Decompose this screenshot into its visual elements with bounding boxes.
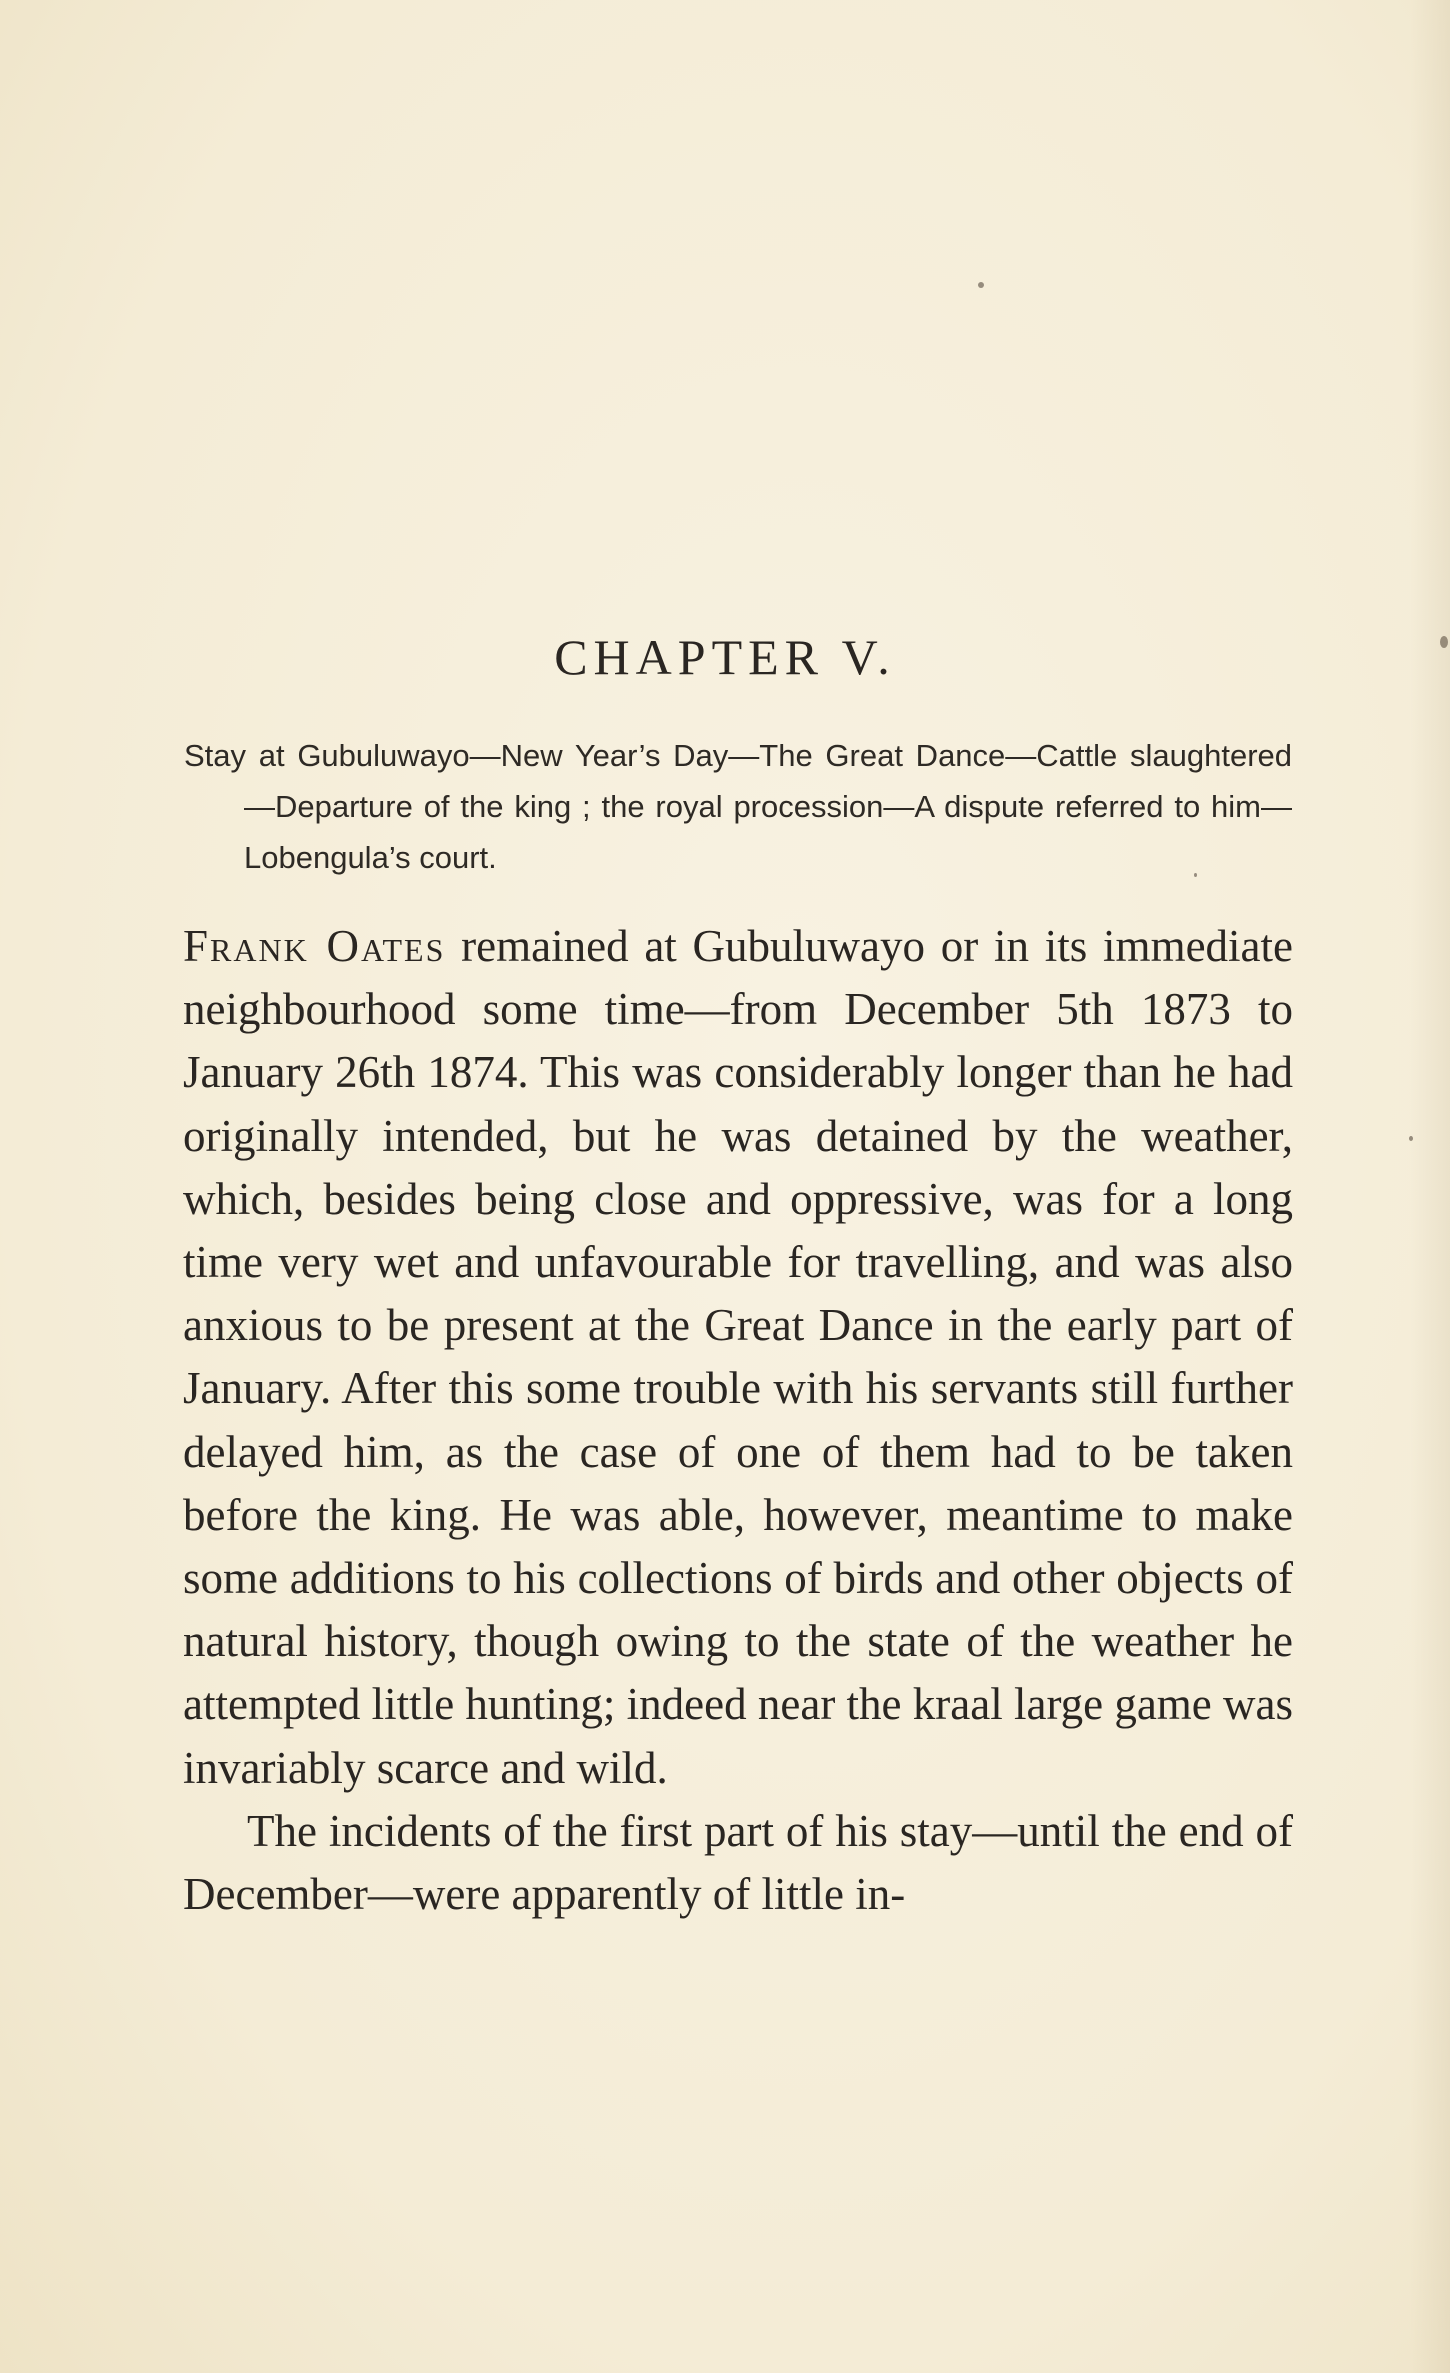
paper-speck [1440,636,1448,648]
paper-speck [978,282,984,288]
chapter-synopsis: Stay at Gubuluwayo—New Year’s Day—The Great Dance—Cattle slaughtered—Departure of the king ; the royal procession—A dispute referred to him—Lobengula’s court. [184,738,1292,875]
paragraph-1-text: remained at Gubuluwayo or in its immediate neighbourhood some time—from December 5th 1873 to January 26th 1874. This was considerably longer than he had originally intended, but he was detained by the weather, which, besides being close and oppressive, was for a long time very wet and unfavourable for travelling, and was also anxious to be present at the Great Dance in the early part of January. After this some trouble with his servants still further delayed him, as the case of one of them had to be taken before the king. He was able, however, meantime to make some additions to his collections of birds and other objects of natural history, though owing to the state of the weather he attempted little hunting; indeed near the kraal large game was invariably scarce and wild. [183,921,1294,1793]
paragraph-1 [183,915,1293,1800]
paper-speck [1409,1136,1413,1141]
paper-speck [1194,873,1197,877]
body-text [183,915,1293,1926]
chapter-heading: CHAPTER V. [554,629,896,685]
paragraph-2: The incidents of the first part of his stay—until the end of December—were apparently of little in- [183,1805,1293,1920]
lead-name: Frank Oates [183,921,446,971]
